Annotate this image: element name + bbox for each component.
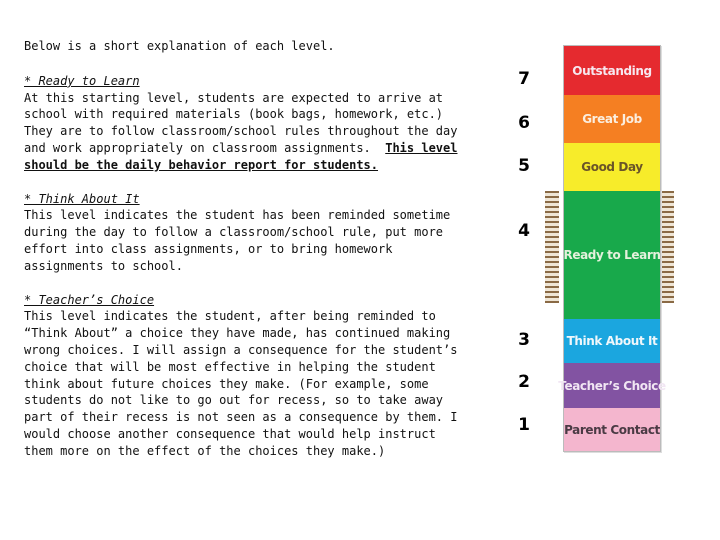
behavior-clip-chart <box>558 45 666 452</box>
section-body-text: At this starting level, students are expected to arrive at school with required materials (book bags, homework, etc.) They are to follow classroom/school rules throughout the day and work appropriately on classroom assignments. <box>24 90 458 155</box>
section-title: * Teacher’s Choice <box>24 292 155 307</box>
level-label: Teacher’s Choice <box>558 378 666 393</box>
section-body: This level indicates the student has been reminded sometime during the day to follow a classroom/school rule, put more effort into class assignments, or to bring homework assignments to school. <box>24 208 451 273</box>
level-label: Great Job <box>582 112 642 126</box>
level-parent-contact <box>564 408 660 451</box>
section-body <box>24 90 464 174</box>
level-label: Good Day <box>581 160 643 174</box>
level-teachers-choice <box>558 363 666 408</box>
level-label: Parent Contact <box>564 422 660 437</box>
level-number-3: 3 <box>518 330 530 350</box>
level-numbers <box>510 0 538 540</box>
level-think-about-it <box>564 319 660 363</box>
level-ready-to-learn <box>564 191 660 319</box>
clip-chart-fringe-left <box>545 191 559 303</box>
level-good-day <box>564 143 660 191</box>
section-title: * Think About It <box>24 191 140 206</box>
level-number-5: 5 <box>518 156 530 176</box>
level-number-7: 7 <box>518 69 530 89</box>
section-body: This level indicates the student, after being reminded to “Think About” a choice they have made, has continued making wrong choices. I will assign a consequence for the student’s choice that will be most effective in helping the student think about future choices they make. (For example, some students do not like to go out for recess, so to take away part of their recess is not seen as a consequence by them. I would choose another consequence that would help instruct them more on the effect of the choices they make.) <box>24 309 458 458</box>
section-think-about-it <box>24 191 464 275</box>
clip-chart-fringe-right <box>660 191 674 303</box>
level-great-job <box>564 95 660 143</box>
level-number-4: 4 <box>518 221 530 241</box>
level-number-1: 1 <box>518 415 530 435</box>
section-emphasis: This level should be the daily behavior report for students. <box>24 140 458 172</box>
level-label: Ready to Learn <box>563 248 661 262</box>
intro-text: Below is a short explanation of each level. <box>24 39 335 53</box>
level-number-6: 6 <box>518 113 530 133</box>
level-outstanding <box>564 46 660 95</box>
level-label: Outstanding <box>572 63 652 78</box>
explanation-text <box>24 38 464 477</box>
section-ready-to-learn <box>24 73 464 174</box>
section-teachers-choice <box>24 292 464 460</box>
level-label: Think About It <box>566 334 658 348</box>
section-title: * Ready to Learn <box>24 73 140 88</box>
level-number-2: 2 <box>518 372 530 392</box>
